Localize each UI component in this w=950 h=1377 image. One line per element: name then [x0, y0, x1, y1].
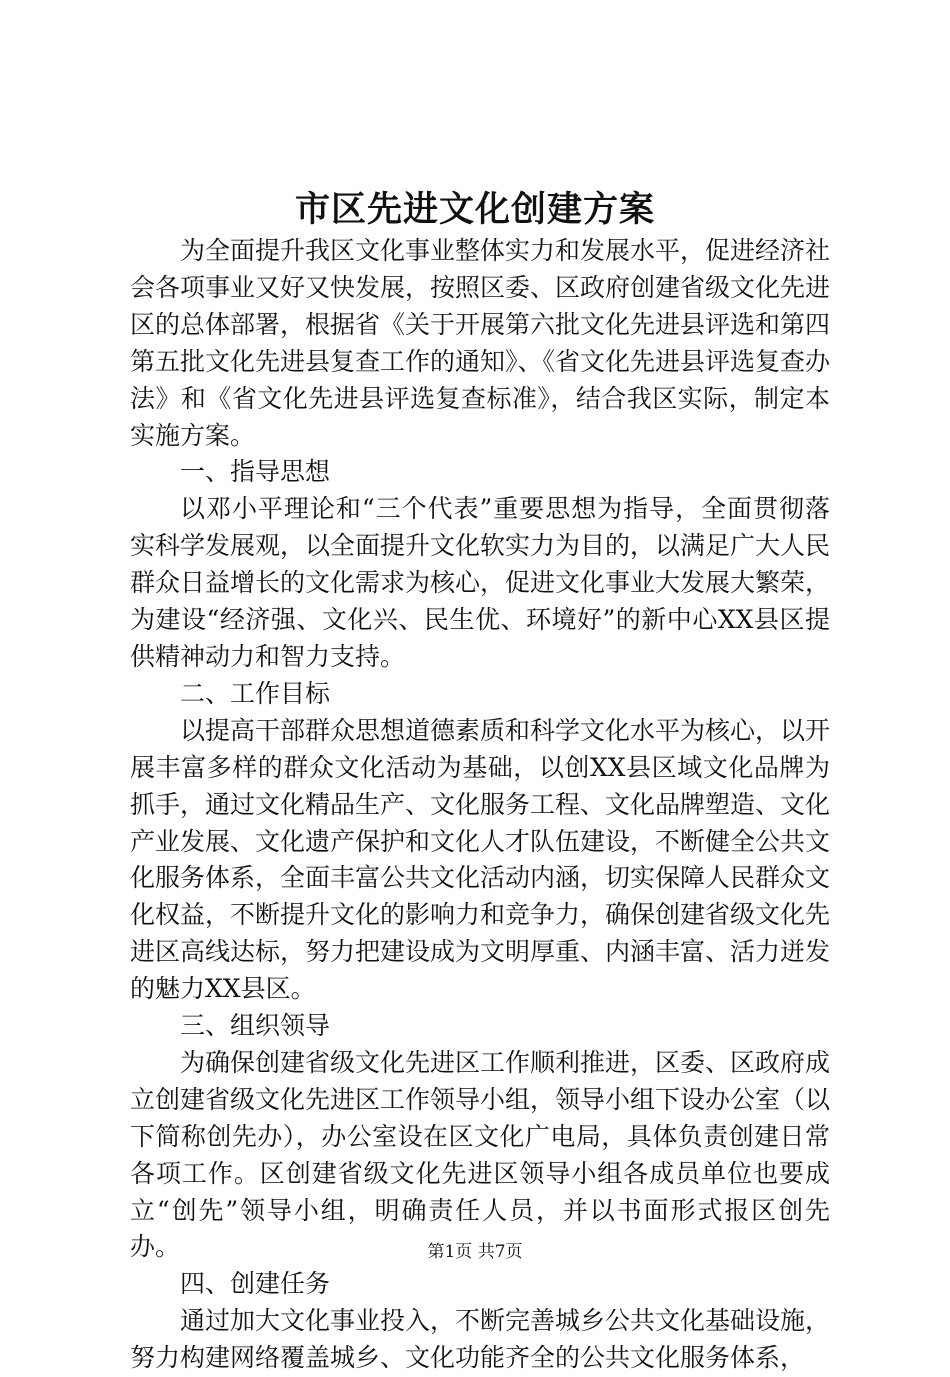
- document-title: 市区先进文化创建方案: [294, 189, 655, 230]
- section-heading-organization: 三、组织领导: [180, 1011, 331, 1041]
- section-heading-guiding-ideology: 一、指导思想: [180, 457, 331, 487]
- page-number-footer: 第1页 共7页: [427, 1242, 523, 1262]
- section-body-tasks: 通过加大文化事业投入，不断完善城乡公共文化基础设施，努力构建网络覆盖城乡、文化功能齐全的公共文化服务体系，: [130, 1306, 831, 1373]
- intro-paragraph: 为全面提升我区文化事业整体实力和发展水平，促进经济社会各项事业又好又快发展，按照区委、区政府创建省级文化先进区的总体部署，根据省《关于开展第六批文化先进县评选和第四第五批文化先进县复查工作的通知》、《省文化先进县评选复查办法》和《省文化先进县评选复查标准》，结合我区实际，制定本实施方案。: [130, 236, 831, 450]
- document-body: [130, 233, 830, 1377]
- section-body-guiding-ideology: 以邓小平理论和“三个代表”重要思想为指导，全面贯彻落实科学发展观，以全面提升文化软实力为目的，以满足广大人民群众日益增长的文化需求为核心，促进文化事业大发展大繁荣，为建设“经济强、文化兴、民生优、环境好”的新中心XX县区提供精神动力和智力支持。: [130, 494, 831, 671]
- section-body-work-goals: 以提高干部群众思想道德素质和科学文化水平为核心，以开展丰富多样的群众文化活动为基础，以创XX县区域文化品牌为抓手，通过文化精品生产、文化服务工程、文化品牌塑造、文化产业发展、文化遗产保护和文化人才队伍建设，不断健全公共文化服务体系，全面丰富公共文化活动内涵，切实保障人民群众文化权益，不断提升文化的影响力和竞争力，确保创建省级文化先进区高线达标，努力把建设成为文明厚重、内涵丰富、活力迸发的魅力XX县区。: [130, 715, 831, 1004]
- section-heading-work-goals: 二、工作目标: [180, 678, 331, 708]
- section-body-organization: 为确保创建省级文化先进区工作顺利推进，区委、区政府成立创建省级文化先进区工作领导小组，领导小组下设办公室（以下简称创先办），办公室设在区文化广电局，具体负责创建日常各项工作。区创建省级文化先进区领导小组各成员单位也要成立“创先”领导小组，明确责任人员，并以书面形式报区创先办。: [130, 1047, 831, 1262]
- section-heading-tasks: 四、创建任务: [180, 1269, 331, 1299]
